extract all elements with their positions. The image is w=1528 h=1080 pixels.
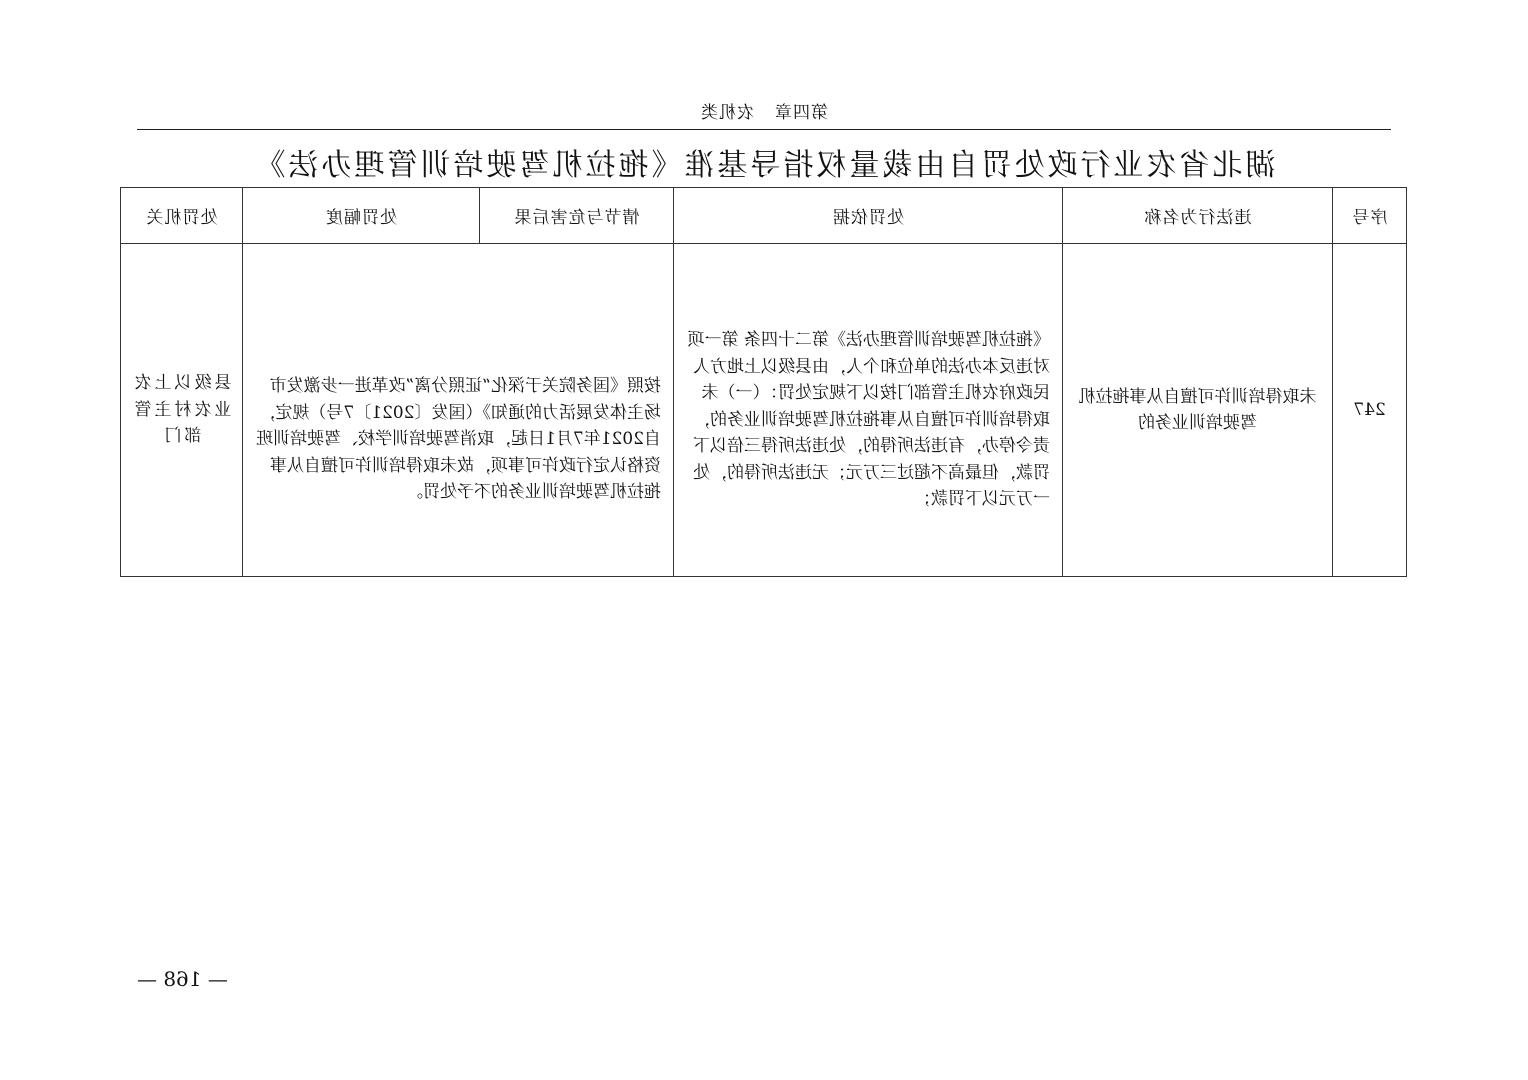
column-header: 处罚依据 [674,188,1063,244]
table-header-row [121,188,1407,244]
section-label: 农机类 [700,103,754,123]
column-header: 违法行为名称 [1063,188,1333,244]
cell-penalty-basis: 《拖拉机驾驶培训管理办法》第二十四条 第一项 对违反本办法的单位和个人，由县级以上地方人民政府农机主管部门按以下规定处罚：（一）未取得培训许可擅自从事拖拉机驾驶培训业务的，责令停办，有违法所得的，处违法所得三倍以下罚款，但最高不超过三万元；无违法所得的，处一万元以下罚款； [674,244,1063,577]
column-header: 处罚机关 [121,188,243,244]
header-rule [137,129,1391,130]
table-row [121,244,1407,577]
column-header: 处罚幅度 [243,188,480,244]
running-header [0,98,1528,123]
chapter-label: 第四章 [774,103,828,123]
cell-penalty-range: 按照《国务院关于深化“证照分离”改革进一步激发市场主体发展活力的通知》（国发〔2021〕7号）规定，自2021年7月1日起，取消驾驶培训学校、驾驶培训班资格认定行政许可事项，故未取得培训许可擅自从事拖拉机驾驶培训业务的不予处罚。 [243,244,674,577]
page-title: 湖北省农业行政处罚自由裁量权指导基准《拖拉机驾驶培训管理办法》 [252,148,1276,183]
page-number: — 168 — [137,967,228,991]
penalty-table [120,187,1407,577]
cell-penalty-authority: 县级以上农业农村主管部门 [121,244,243,577]
cell-seq: 247 [1333,244,1407,577]
column-header: 情节与危害后果 [480,188,674,244]
cell-violation-name: 未取得培训许可擅自从事拖拉机驾驶培训业务的 [1063,244,1333,577]
column-header: 序号 [1333,188,1407,244]
